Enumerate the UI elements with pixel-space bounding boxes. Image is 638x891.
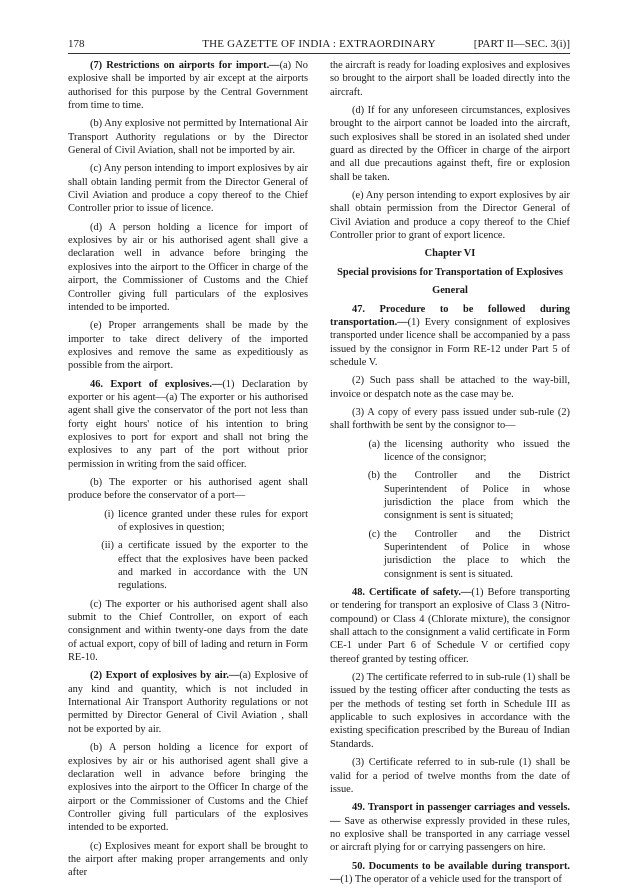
paragraph: 46. Export of explosives.—(1) Declaration by exporter or his agent—(a) The exporter or his authorised agent shall give the conservator of the port not less than forty eight hours' notice of his intention to bring explosives to port for export and shall not bring the explosives to any part of the port without prior permission in writing from the said officer. xyxy=(68,378,309,470)
page-header xyxy=(68,37,570,53)
paragraph: (d) A person holding a licence for import of explosives by air or his authorised agent shall give a declaration well in advance before bringing the explosives into the airport to the Officer in charge of the airport, the Commissioner of Customs and the Chief Controller giving full particulars of the explosives intended to be imported. xyxy=(68,221,308,313)
paragraph: (3) Certificate referred to in sub-rule (1) shall be valid for a period of twelve months from the date of issue. xyxy=(330,757,570,795)
paragraph: (d) If for any unforeseen circumstances, explosives brought to the airport cannot be loaded into the aircraft, such explosives shall be stored in an isolated shed under guard as directed by the Officer in charge of the airport and all due precautions against theft, fire or explosion shall be taken. xyxy=(330,105,570,183)
list-item: (a) the licensing authority who issued the licence of the consignor; xyxy=(368,438,570,463)
heading: 48. Certificate of safety.— xyxy=(352,587,472,599)
paragraph: (c) Explosives meant for export shall be brought to the airport after making proper arrangements and only after xyxy=(68,840,308,879)
part-section: [PART II—SEC. 3(i)] xyxy=(473,38,570,50)
paragraph: 47. Procedure to be followed during transportation.—(1) Every consignment of explosives transported under licence shall be accompanied by a pass issued by the consignor in Form RE-12 under Part 5 of schedule V. xyxy=(330,303,570,368)
left-column xyxy=(68,59,308,885)
list-item: (b) the Controller and the District Superintendent of Police in whose jurisdiction the place from which the consignment is sent is situated; xyxy=(367,470,570,522)
paragraph: (e) Any person intending to export explosives by air shall obtain permission from the Director General of Civil Aviation and produce a copy thereof to the Chief Controller prior to grant of export licence. xyxy=(330,190,570,242)
paragraph: the aircraft is ready for loading explosives and explosives so brought to the airport shall be loaded directly into the aircraft. xyxy=(330,60,570,98)
paragraph: (c) Any person intending to import explosives by air shall obtain landing permit from the Director General of Civil Aviation and produce a copy thereof to the Chief Controller prior to issue of licence. xyxy=(68,163,308,215)
paragraph: (e) Proper arrangements shall be made by the importer to take direct delivery of the imported explosives and remove the same as expeditiously as possible from the airport. xyxy=(68,320,308,372)
paragraph: (7) Restrictions on airports for import.—(a) No explosive shall be imported by air except at the airports authorised for this purpose by the Central Government from time to time. xyxy=(68,60,308,112)
paragraph: (b) A person holding a licence for export of explosives by air or his authorised agent shall give a declaration well in advance before bringing the explosives into the airport to the Officer In charge of the airport or the Commissioner of Customs and the Chief Controller giving full particulars of the explosives intended to be exported. xyxy=(68,742,308,834)
paragraph: 49. Transport in passenger carriages and vessels.— Save as otherwise expressly provided in these rules, no explosive shall be transported in any carriage vessel or aircraft plying for or carrying passengers on hire. xyxy=(330,802,570,854)
section-heading: General xyxy=(432,285,468,297)
paragraph: (3) A copy of every pass issued under sub-rule (2) shall forthwith be sent by the consignor to— xyxy=(330,406,570,432)
list-item: (ii) a certificate issued by the exporter to the effect that the explosives have been packed and marked in accordance with the UN regulations. xyxy=(101,540,308,592)
heading: 47. Procedure to be followed during transportation.— xyxy=(330,303,570,328)
heading: (7) Restrictions on airports for import.— xyxy=(90,60,280,71)
paragraph: 50. Documents to be available during transport.—(1) The operator of a vehicle used for the transport of xyxy=(330,860,570,885)
header-rule xyxy=(68,53,570,54)
right-column xyxy=(330,59,570,891)
heading: 49. Transport in passenger carriages and vessels.— xyxy=(330,802,570,827)
page-number: 178 xyxy=(68,38,85,50)
paragraph: 48. Certificate of safety.—(1) Before transporting or tendering for transport an explosive of Class 3 (Nitro-compound) or Class 4 (Chlorate mixture), the consignor shall attach to the consignment a valid certificate in Form CE-1 under Part 6 of Schedule V or certified copy thereof granted by testing officer. xyxy=(330,587,570,665)
heading: (2) Export of explosives by air.— xyxy=(90,670,240,682)
gazette-title: THE GAZETTE OF INDIA : EXTRAORDINARY xyxy=(202,38,436,50)
heading: 46. Export of explosives.— xyxy=(90,378,223,390)
list-item: (c) the Controller and the District Superintendent of Police in whose jurisdiction the place to which the consignment is sent is situated. xyxy=(368,528,570,580)
chapter-title: Special provisions for Transportation of Explosives xyxy=(337,266,563,278)
heading: 50. Documents to be available during transport.— xyxy=(330,860,570,885)
paragraph: (b) The exporter or his authorised agent shall produce before the conservator of a port— xyxy=(68,476,308,502)
list-item: (i) licence granted under these rules for export of explosives in question; xyxy=(104,508,308,533)
paragraph: (2) Export of explosives by air.—(a) Explosive of any kind and quantity, which is not included in International Air Transport Authority regulations or not permitted by Director General of Civil Aviation , shall not be exported by air. xyxy=(68,670,308,735)
chapter-heading: Chapter VI xyxy=(424,248,476,260)
paragraph: (2) The certificate referred to in sub-rule (1) shall be issued by the testing officer after conducting the tests as per the methods of testing set forth in Schedule III as applicable to such explosives in accordance with the existing specification prescribed by the Bureau of Indian Standards. xyxy=(330,672,570,750)
paragraph: (b) Any explosive not permitted by International Air Transport Authority regulations or by the Director General of Civil Aviation, shall not be imported by air. xyxy=(68,118,308,157)
paragraph: (c) The exporter or his authorised agent shall also submit to the Chief Controller, on export of each consignment and within twenty-one days from the date of actual export, copy of bill of lading and return in Form RE-10. xyxy=(68,598,308,664)
paragraph: (2) Such pass shall be attached to the way-bill, invoice or despatch note as the case may be. xyxy=(330,375,570,400)
